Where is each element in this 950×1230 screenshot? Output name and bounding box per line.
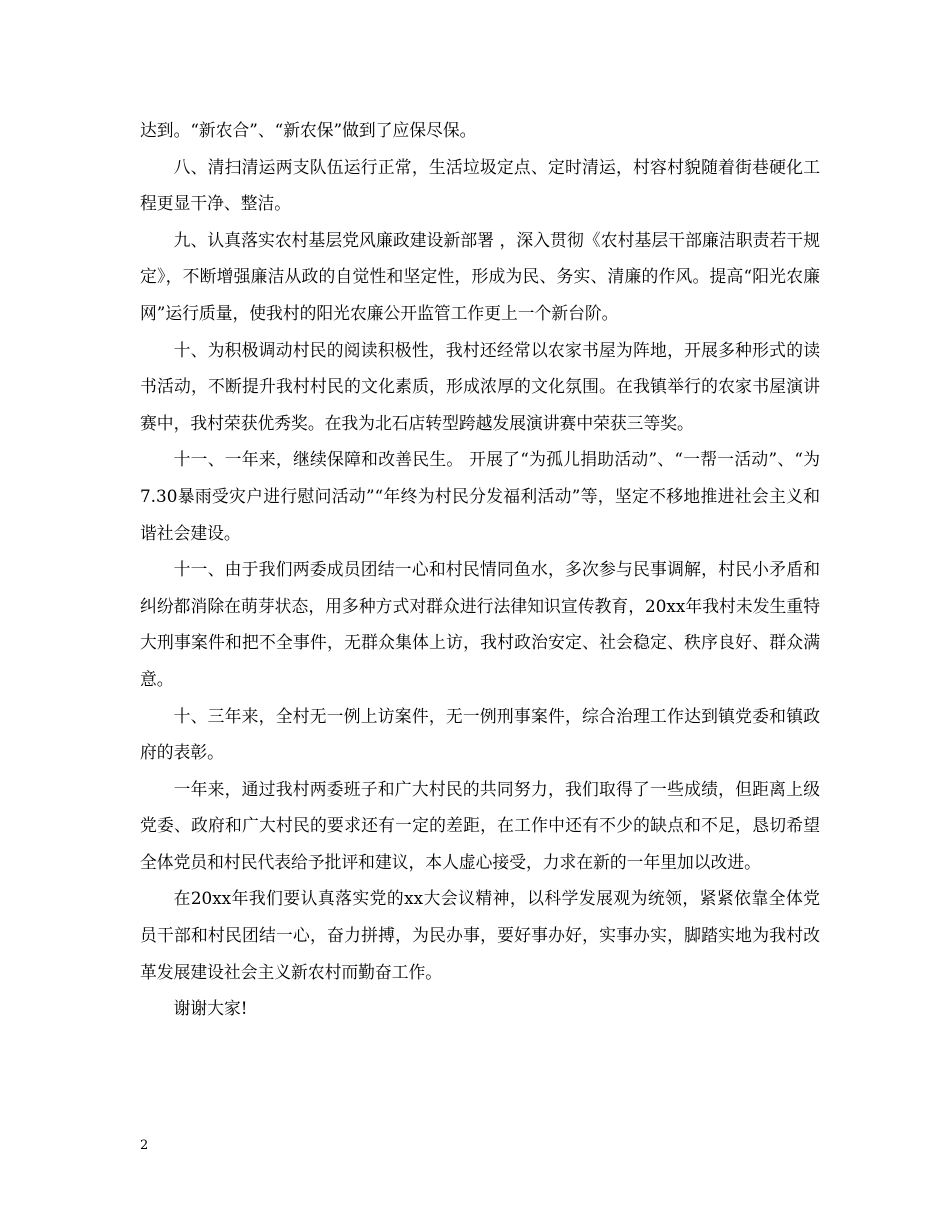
- paragraph-item-10-reading: 十、为积极调动村民的阅读积极性，我村还经常以农家书屋为阵地，开展多种形式的读书活动，不断提升我村村民的文化素质，形成浓厚的文化氛围。在我镇举行的农家书屋演讲赛中，我村荣获优秀奖。在我为北石店转型跨越发展演讲赛中荣获三等奖。: [140, 339, 820, 433]
- paragraph-item-10-governance: 十、三年来，全村无一例上访案件，无一例刑事案件，综合治理工作达到镇党委和镇政府的表彰。: [140, 705, 820, 763]
- paragraph-summary: 一年来，通过我村两委班子和广大村民的共同努力，我们取得了一些成绩，但距离上级党委、政府和广大村民的要求还有一定的差距，在工作中还有不少的缺点和不足，恳切希望全体党员和村民代表给予批评和建议，本人虚心接受，力求在新的一年里加以改进。: [140, 778, 820, 872]
- paragraph-item-8-sanitation: 八、清扫清运两支队伍运行正常，生活垃圾定点、定时清运，村容村貌随着街巷硬化工程更显干净、整洁。: [140, 156, 820, 214]
- paragraph-continuation: 达到。“新农合”、“新农保”做到了应保尽保。: [140, 120, 477, 140]
- paragraph-outlook: 在20xx年我们要认真落实党的xx大会议精神，以科学发展观为统领，紧紧依靠全体党员干部和村民团结一心，奋力拼搏，为民办事，要好事办好，实事办实，脚踏实地为我村改革发展建设社会主义新农村而勤奋工作。: [140, 888, 820, 982]
- paragraph-closing: 谢谢大家!: [173, 998, 248, 1019]
- paragraph-item-11-livelihood: 十一、一年来，继续保障和改善民生。 开展了“为孤儿捐助活动”、“一帮一活动”、“为7.30暴雨受灾户进行慰问活动”“年终为村民分发福利活动”等，坚定不移地推进社会主义和谐社会建设。: [140, 449, 820, 543]
- paragraph-item-9-integrity: 九、认真落实农村基层党风廉政建设新部署 ，深入贯彻《农村基层干部廉洁职责若干规定》，不断增强廉洁从政的自觉性和坚定性，形成为民、务实、清廉的作风。提高“阳光农廉网”运行质量，使我村的阳光农廉公开监管工作更上一个新台阶。: [140, 229, 820, 323]
- body-text: [140, 112, 820, 1027]
- page-number: 2: [140, 1138, 149, 1153]
- paragraph-item-11-mediation: 十一、由于我们两委成员团结一心和村民情同鱼水，多次参与民事调解，村民小矛盾和纠纷都消除在萌芽状态，用多种方式对群众进行法律知识宣传教育，20xx年我村未发生重特大刑事案件和把不全事件，无群众集体上访，我村政治安定、社会稳定、秩序良好、群众满意。: [140, 559, 820, 689]
